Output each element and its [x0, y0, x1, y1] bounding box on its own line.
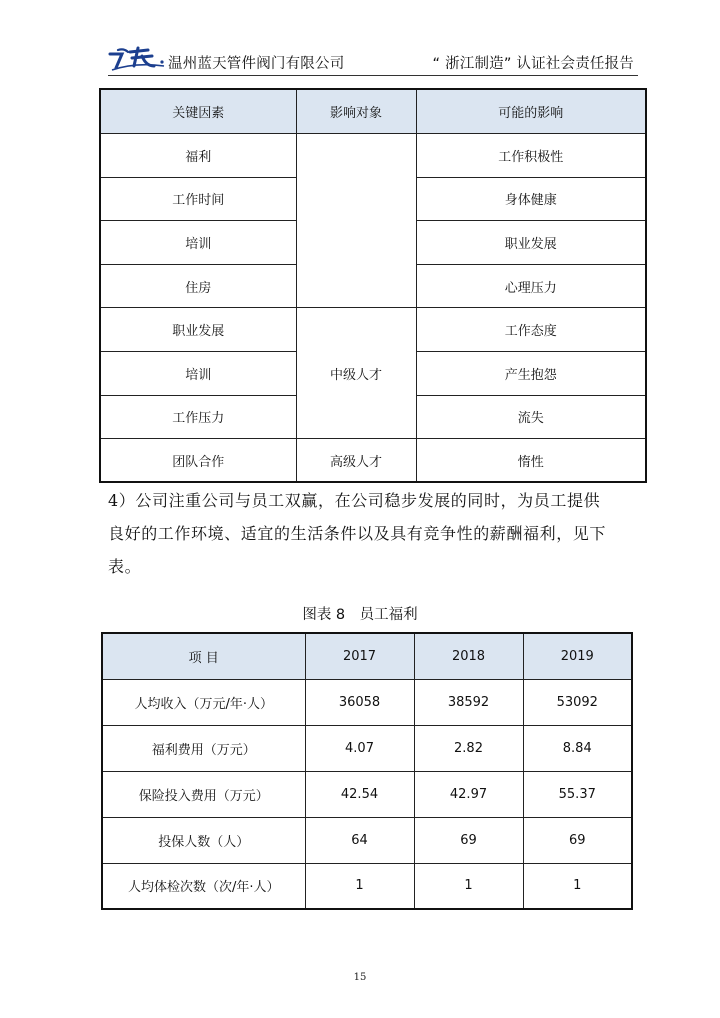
factor-cell: 住房	[100, 264, 296, 308]
header-cell: 影响对象	[296, 89, 416, 134]
table-header-row	[100, 89, 646, 134]
value-cell: 1	[523, 863, 632, 909]
item-cell: 人均体检次数（次/年·人）	[102, 863, 305, 909]
target-cell: 高级人才	[296, 439, 416, 483]
item-cell: 保险投入费用（万元）	[102, 771, 305, 817]
effect-cell: 产生抱怨	[416, 351, 646, 395]
table-row	[102, 679, 632, 725]
header-cell: 关键因素	[100, 89, 296, 134]
body-paragraph	[108, 484, 633, 583]
factor-cell: 培训	[100, 351, 296, 395]
table-row	[102, 817, 632, 863]
table-caption: 图表 8 员工福利	[302, 607, 418, 623]
table-row	[102, 725, 632, 771]
header-cell: 2017	[305, 633, 414, 679]
header-cell: 2019	[523, 633, 632, 679]
factor-cell: 工作时间	[100, 177, 296, 221]
table-row	[100, 134, 646, 178]
target-cell: 中级人才	[296, 308, 416, 439]
factor-cell: 职业发展	[100, 308, 296, 352]
value-cell: 8.84	[523, 725, 632, 771]
header-cell: 可能的影响	[416, 89, 646, 134]
value-cell: 64	[305, 817, 414, 863]
effect-cell: 工作积极性	[416, 134, 646, 178]
target-cell	[296, 134, 416, 308]
header-divider	[108, 75, 638, 76]
value-cell: 69	[523, 817, 632, 863]
effect-cell: 心理压力	[416, 264, 646, 308]
header-cell: 项 目	[102, 633, 305, 679]
effect-cell: 惰性	[416, 439, 646, 483]
value-cell: 42.54	[305, 771, 414, 817]
item-cell: 福利费用（万元）	[102, 725, 305, 771]
value-cell: 1	[305, 863, 414, 909]
item-cell: 投保人数（人）	[102, 817, 305, 863]
table-header-row	[102, 633, 632, 679]
paragraph-line: 良好的工作环境、适宜的生活条件以及具有竞争性的薪酬福利，见下	[108, 524, 607, 543]
factor-cell: 福利	[100, 134, 296, 178]
paragraph-line: 表。	[108, 557, 142, 576]
value-cell: 36058	[305, 679, 414, 725]
company-logo-icon	[108, 44, 166, 72]
table-row	[102, 863, 632, 909]
value-cell: 53092	[523, 679, 632, 725]
value-cell: 69	[414, 817, 523, 863]
header-cell: 2018	[414, 633, 523, 679]
value-cell: 2.82	[414, 725, 523, 771]
table-row	[100, 308, 646, 352]
value-cell: 1	[414, 863, 523, 909]
employee-benefits-table	[101, 632, 633, 910]
company-name: 温州蓝天管件阀门有限公司	[168, 56, 345, 72]
value-cell: 38592	[414, 679, 523, 725]
effect-cell: 流失	[416, 395, 646, 439]
factor-cell: 培训	[100, 221, 296, 265]
factor-cell: 团队合作	[100, 439, 296, 483]
value-cell: 55.37	[523, 771, 632, 817]
effect-cell: 身体健康	[416, 177, 646, 221]
item-cell: 人均收入（万元/年·人）	[102, 679, 305, 725]
page-header	[108, 42, 638, 76]
effect-cell: 职业发展	[416, 221, 646, 265]
effect-cell: 工作态度	[416, 308, 646, 352]
table-row	[100, 439, 646, 483]
paragraph-line: 4）公司注重公司与员工双赢，在公司稳步发展的同时，为员工提供	[108, 491, 601, 510]
key-factors-table	[99, 88, 647, 483]
factor-cell: 工作压力	[100, 395, 296, 439]
value-cell: 4.07	[305, 725, 414, 771]
value-cell: 42.97	[414, 771, 523, 817]
report-title: “ 浙江制造” 认证社会责任报告	[432, 56, 634, 72]
page-number: 15	[353, 972, 367, 983]
table-row	[102, 771, 632, 817]
